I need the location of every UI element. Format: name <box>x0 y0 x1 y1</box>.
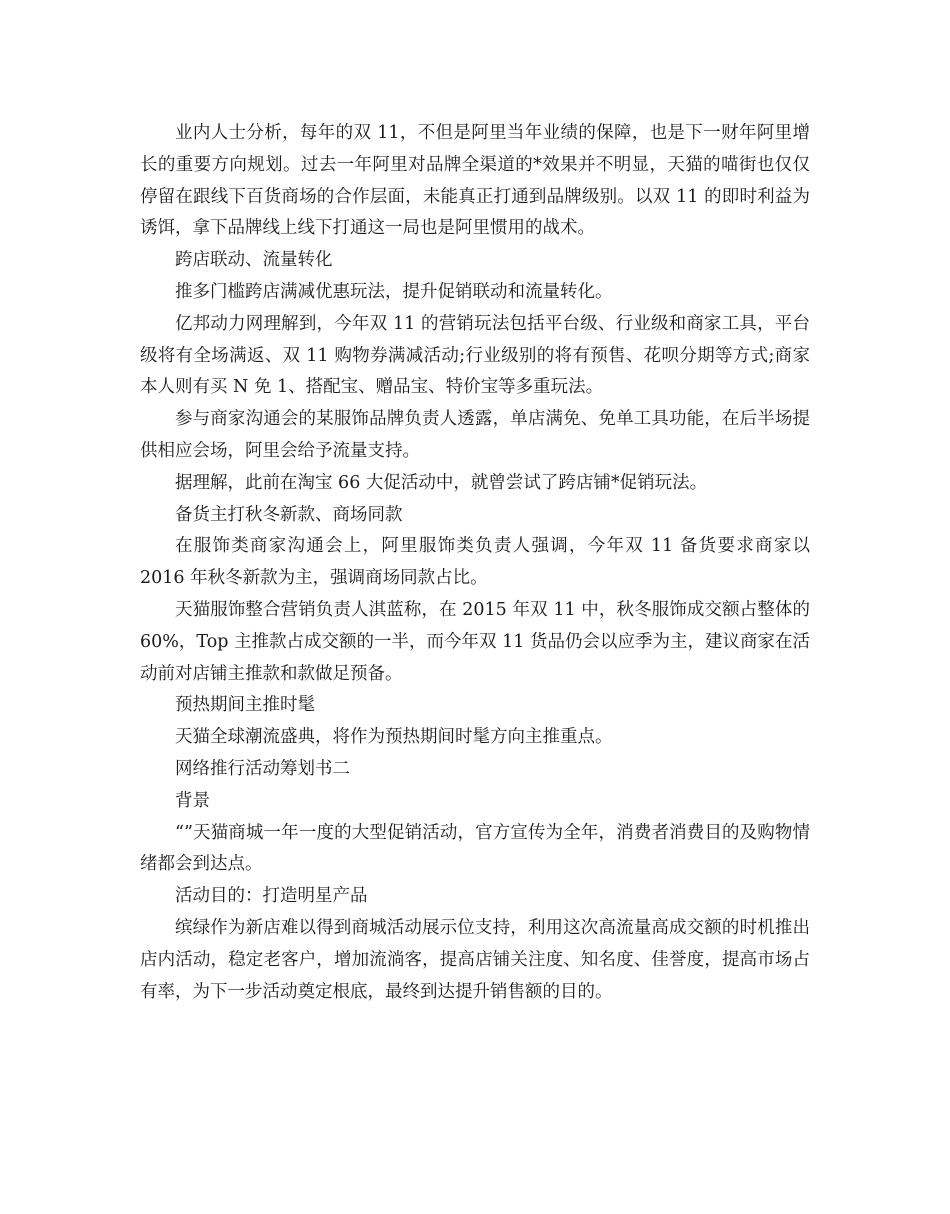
paragraph-trend-festival: 天猫全球潮流盛典，将作为预热期间时髦方向主推重点。 <box>175 727 613 748</box>
section-heading-plan-two: 网络推行活动筹划书二 <box>175 758 350 779</box>
section-heading-warmup: 预热期间主推时髦 <box>175 695 315 716</box>
section-heading-background: 背景 <box>175 790 210 811</box>
section-heading-stock: 备货主打秋冬新款、商场同款 <box>175 504 403 525</box>
section-heading-cross-store: 跨店联动、流量转化 <box>175 250 333 271</box>
paragraph-cross-store: 推多门槛跨店满减优惠玩法，提升促销联动和流量转化。 <box>175 281 613 302</box>
paragraph-analysis: 业内人士分析，每年的双 11，不但是阿里当年业绩的保障，也是下一财年阿里增长的重要方向规划。过去一年阿里对品牌全渠道的*效果并不明显，天猫的喵街也仅仅停留在跟线下百货商场的合作层面，未能真正打通到品牌级别。以双 11 的即时利益为诱饵，拿下品牌线上线下打通这一局也是阿里惯用的战术。 <box>140 123 810 239</box>
paragraph-stock-requirement: 在服饰类商家沟通会上，阿里服饰类负责人强调，今年双 11 备货要求商家以 2016 年秋冬新款为主，强调商场同款占比。 <box>140 536 810 589</box>
paragraph-background: “”天猫商城一年一度的大型促销活动，官方宣传为全年，消费者消费目的及购物情绪都会到达点。 <box>140 822 810 875</box>
paragraph-apparel-stats: 天猫服饰整合营销负责人淇蓝称，在 2015 年双 11 中，秋冬服饰成交额占整体的 60%，Top 主推款占成交额的一半，而今年双 11 货品仍会以应季为主，建议商家在活动前对店铺主推款和款做足预备。 <box>140 599 810 684</box>
document-body <box>140 118 810 1008</box>
paragraph-goal: 缤绿作为新店难以得到商城活动展示位支持，利用这次高流量高成交额的时机推出店内活动，稳定老客户，增加流淌客，提高店铺关注度、知名度、佳誉度，提高市场占有率，为下一步活动奠定根底，最终到达提升销售额的目的。 <box>140 917 810 1002</box>
section-heading-goal: 活动目的：打造明星产品 <box>175 886 368 907</box>
paragraph-merchant-feedback: 参与商家沟通会的某服饰品牌负责人透露，单店满免、免单工具功能，在后半场提供相应会场，阿里会给予流量支持。 <box>140 409 810 461</box>
paragraph-taobao-66: 据理解，此前在淘宝 66 大促活动中，就曾尝试了跨店铺*促销玩法。 <box>175 472 708 493</box>
paragraph-marketing-play: 亿邦动力网理解到，今年双 11 的营销玩法包括平台级、行业级和商家工具，平台级将有全场满返、双 11 购物券满减活动;行业级别的将有预售、花呗分期等方式;商家本人则有买 N 免 1、搭配宝、赠品宝、特价宝等多重玩法。 <box>140 313 810 398</box>
